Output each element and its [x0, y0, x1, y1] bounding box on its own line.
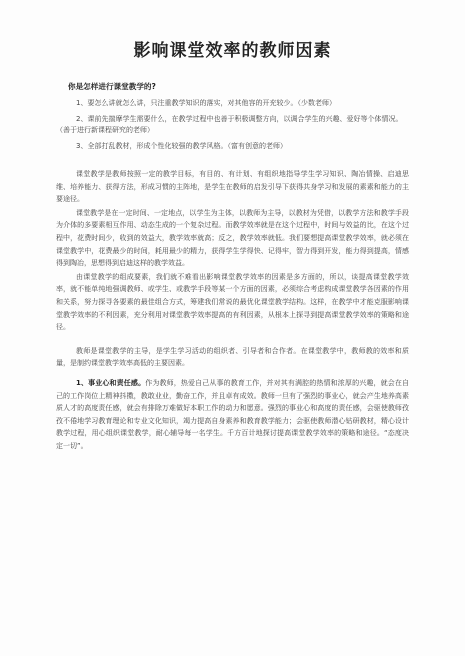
question-heading: 你是怎样进行课堂教学的? [68, 82, 156, 91]
body-paragraph: 课堂教学是在一定时间、一定地点，以学生为主体，以教师为主导，以教材为凭借，以教学方法和教学手段为介体的多要素相互作用、动态生成的一个复杂过程。而教学效率就是在这个过程中，时间与效益的比，在这个过程中，花费时间少，收到的效益大，教学效率就高；反之，教学效率就低。我们要想提高课堂教学效率，就必须在课堂教学中，花费最少的时间，耗用最少的精力，获得学生学得快、记得牢，智力得到开发，能力得到提高，情感得到陶冶，思想得到启迪这样的教学效益。 [56, 208, 409, 268]
body-paragraph: 课堂教学是教师按照一定的教学目标，有目的、有计划、有组织地指导学生学习知识、陶冶情操、启迪思维、培养能力、获得方法，形成习惯的主阵地，是学生在教师的启发引导下获得共身学习和发展的素素和能力的主要途径。 [56, 170, 409, 204]
point-lead: 1、事业心和责任感。 [76, 378, 146, 387]
point-paragraph [56, 377, 409, 453]
list-item: 2、课前先揣摩学生需要什么，在教学过程中也善于积极调整方向，以调合学生的兴趣、爱好等个体情况。（善于进行新课程研究的老师） [56, 114, 403, 134]
teacher-paragraph: 教师是课堂教学的主导，是学生学习活动的组织者、引导者和合作者。在课堂教学中，教师教的效率和质量，是制约课堂教学效率高低的主要因素。 [56, 346, 409, 368]
document-title: 影响课堂效率的教师因素 [133, 41, 332, 61]
point-text: 作为教师，热爱自己从事的教育工作，并对其有满腔的热情和浓厚的兴趣，就会在自己的工作岗位上精神抖擞，教敢业业，勤奋工作，并且卓有成效。教师一旦有了强烈的事业心，就会产生地养高素质人才的高度责任感，就会有排除万难做好本职工作的动力和愿意。强烈的事业心和高度的责任感，会驱使教师孜孜不倦地学习教育理论和专业文化知识，竭力提高自身素养和教育教学能力；会驱使教师潜心钻研教材，精心设计教学过程，用心组织课堂教学，耐心辅导每一名学生。千方百计地探讨提高课堂教学效率的策略和途径。“态度决定一切”。 [56, 378, 409, 450]
list-item: 1、要怎么讲就怎么讲，只注重教学知识的落实，对其他容的开充较少。（少数老师） [76, 99, 336, 107]
body-paragraph: 由课堂教学的组成要素，我们就不难看出影响课堂教学效率的因素是多方面的，所以，谈提高课堂教学效率，就不能单纯地强调教师、或学生、或教学手段等某一个方面的因素，必须综合考虑构成课堂教学各因素的作用和关系，努力探寻各要素的最佳组合方式，筹建我们常说的最优化课堂教学结构。这样，在教学中才能克服影响课堂教学效率的不利因素，充分利用对课堂教学效率提高的有利因素，从根本上探寻到提高课堂教学效率的策略和途径。 [56, 272, 409, 332]
list-item: 3、全部打乱教材，形成个性化较强的教学风格。（富有创意的老师） [76, 141, 287, 150]
